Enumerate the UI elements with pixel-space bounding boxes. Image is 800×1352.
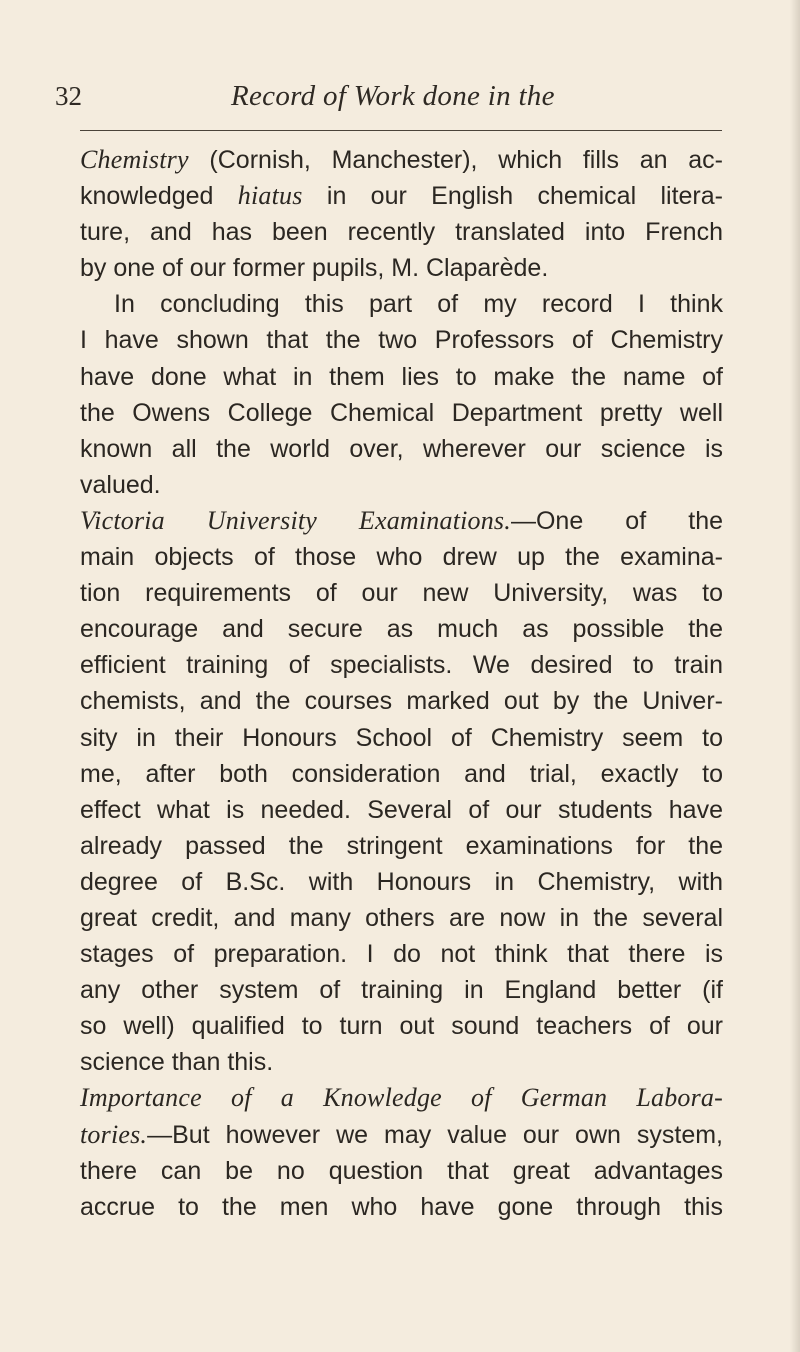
text-line — [80, 286, 723, 322]
text-line — [80, 1044, 723, 1080]
running-head: Record of Work done in the — [231, 80, 555, 112]
text-line — [80, 611, 723, 647]
text-segment: —But however we may value our own system, — [147, 1120, 723, 1149]
text-segment: ture, and has been recently translated into French — [80, 218, 723, 247]
text-line — [80, 972, 723, 1008]
text-line — [80, 1189, 723, 1225]
text-line — [80, 900, 723, 936]
text-line — [80, 467, 723, 503]
italic-text: Chemistry — [80, 145, 189, 174]
text-segment: valued. — [80, 470, 161, 499]
page-header — [55, 79, 755, 119]
italic-text: tories. — [80, 1119, 148, 1149]
text-segment: in our English chemical litera- — [302, 182, 723, 211]
body-text — [80, 142, 723, 1225]
text-line — [80, 792, 723, 828]
text-line — [80, 322, 723, 358]
text-line — [80, 359, 723, 395]
text-line — [80, 936, 723, 972]
text-segment: great credit, and many others are now in the several — [80, 903, 723, 932]
text-segment: efficient training of specialists. We desired to train — [80, 651, 723, 680]
text-line — [80, 864, 723, 900]
italic-text: hiatus — [237, 181, 303, 211]
text-segment: main objects of those who drew up the examina- — [80, 543, 723, 572]
text-line — [80, 683, 723, 719]
text-segment: the Owens College Chemical Department pretty well — [80, 398, 723, 427]
text-segment: so well) qualified to turn out sound teachers of our — [80, 1012, 723, 1041]
text-line — [80, 756, 723, 792]
text-line — [80, 1080, 723, 1116]
text-line — [80, 1008, 723, 1044]
text-line — [80, 142, 723, 178]
text-segment: stages of preparation. I do not think that there is — [80, 940, 723, 969]
text-segment: knowledged — [80, 182, 238, 211]
text-line — [80, 1117, 723, 1153]
text-segment: sity in their Honours School of Chemistry seem to — [80, 723, 723, 752]
text-segment: accrue to the men who have gone through this — [80, 1192, 723, 1221]
text-segment: already passed the stringent examinations for the — [80, 831, 723, 860]
text-segment: I have shown that the two Professors of Chemistry — [80, 326, 723, 355]
text-segment: any other system of training in England better (if — [80, 976, 723, 1005]
text-segment: me, after both consideration and trial, exactly to — [80, 759, 723, 788]
text-line — [80, 647, 723, 683]
text-segment: by one of our former pupils, M. Claparède. — [80, 254, 549, 283]
text-segment: encourage and secure as much as possible the — [80, 615, 723, 644]
text-line — [80, 214, 723, 250]
text-segment: In concluding this part of my record I think — [114, 290, 723, 319]
text-line — [80, 431, 723, 467]
text-line — [80, 395, 723, 431]
text-line — [80, 1153, 723, 1189]
text-segment: effect what is needed. Several of our students have — [80, 795, 723, 824]
italic-text: Victoria University Examinations. — [80, 505, 511, 535]
text-line — [80, 178, 723, 214]
text-segment: —One of the — [510, 506, 723, 535]
text-segment: chemists, and the courses marked out by the Univer- — [80, 687, 723, 716]
text-segment: there can be no question that great advantages — [80, 1156, 723, 1185]
text-segment: science than this. — [80, 1048, 274, 1077]
page-number: 32 — [55, 81, 82, 111]
italic-text: Importance of a Knowledge of German Labora- — [80, 1083, 723, 1113]
text-segment: have done what in them lies to make the name of — [80, 362, 723, 391]
text-line — [80, 720, 723, 756]
header-rule — [80, 130, 722, 131]
page-edge-shadow — [790, 0, 800, 1352]
text-line — [80, 575, 723, 611]
text-line — [80, 503, 723, 539]
text-segment: (Cornish, Manchester), which fills an ac- — [188, 146, 723, 174]
text-line — [80, 828, 723, 864]
text-segment: degree of B.Sc. with Honours in Chemistry, with — [80, 867, 723, 896]
text-line — [80, 539, 723, 575]
text-segment: known all the world over, wherever our science is — [80, 434, 723, 463]
text-line — [80, 250, 723, 286]
text-segment: tion requirements of our new University, was to — [80, 579, 723, 608]
